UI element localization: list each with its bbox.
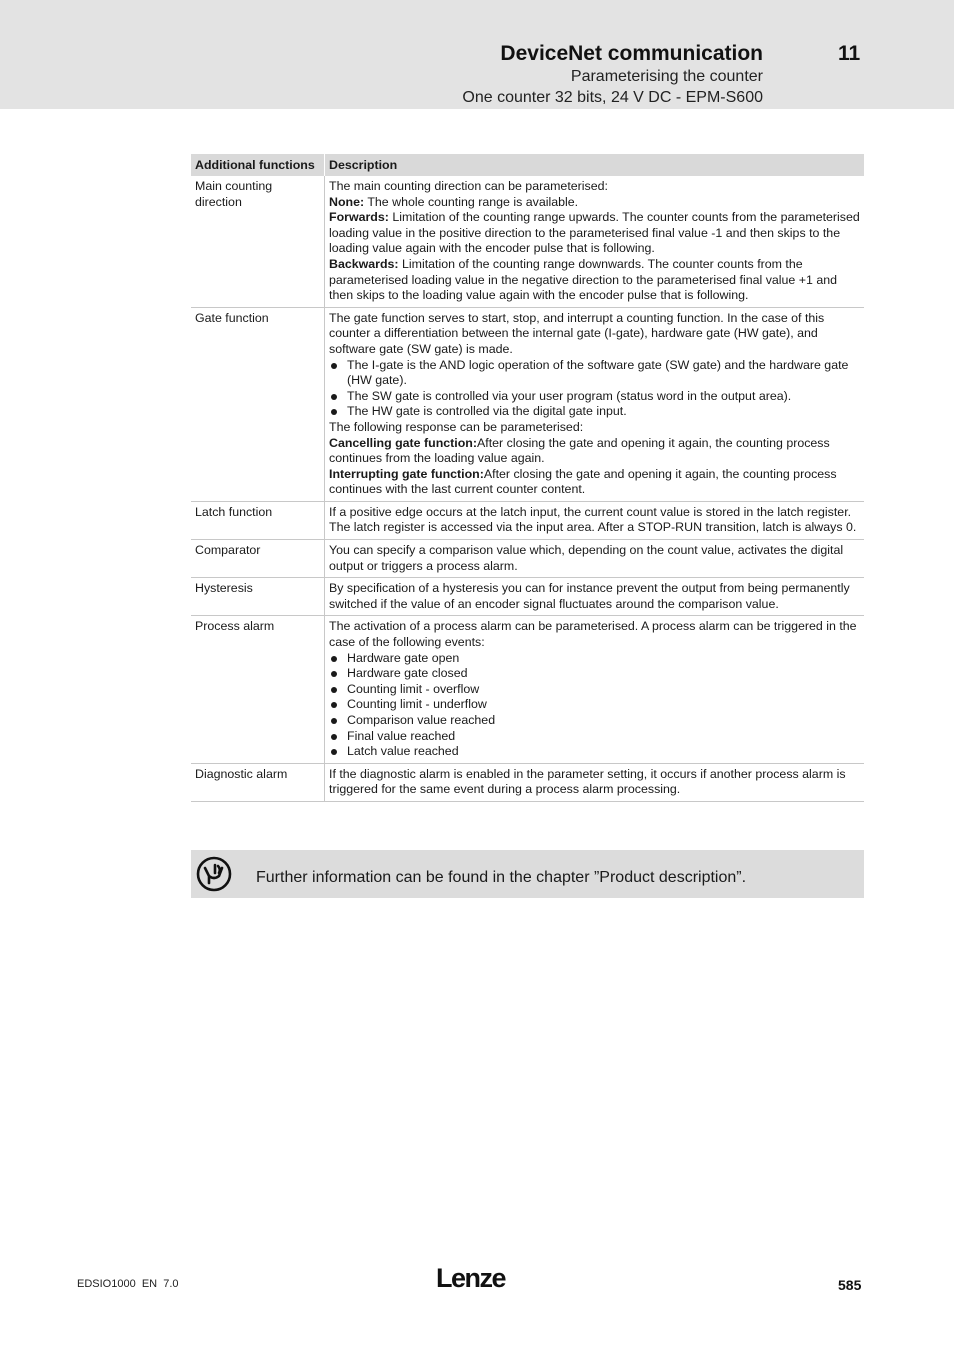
line-text: By specification of a hysteresis you can for instance prevent the output from being permanently switched if the value of an encoder signal fluctuates around the comparison value. — [329, 581, 850, 611]
line-text: The following response can be parameterised: — [329, 419, 584, 434]
bullet-dot-icon — [329, 744, 347, 760]
note-text: Further information can be found in the chapter ”Product description”. — [256, 869, 747, 886]
description-line — [329, 543, 860, 574]
bullet-dot-icon — [329, 666, 347, 682]
option-label: Interrupting gate function: — [329, 466, 484, 481]
function-name: Main counting direction — [191, 176, 325, 307]
bullet-item — [329, 651, 860, 667]
function-description — [325, 501, 865, 539]
line-text: The gate function serves to start, stop, and interrupt a counting function. In the case of this counter a differentiation between the internal gate (I-gate), hardware gate (HW gate), and software gate (SW gate) is made. — [329, 310, 825, 356]
bullet-text: Latch value reached — [347, 744, 459, 759]
description-line — [329, 619, 860, 650]
option-label: Backwards: — [329, 256, 399, 271]
line-text: Limitation of the counting range upwards. The counter counts from the parameterised loading value in the positive direction to the parameterised final value -1 and then skips to the loading value again with the encoder pulse that is following. — [329, 210, 860, 256]
table-body — [191, 176, 864, 801]
column-header-functions: Additional functions — [191, 154, 325, 176]
column-header-description: Description — [325, 154, 865, 176]
table-row — [191, 616, 864, 763]
table-row — [191, 176, 864, 307]
description-line — [329, 420, 860, 436]
bullet-text: The I-gate is the AND logic operation of the software gate (SW gate) and the hardware gate (HW gate). — [347, 357, 849, 388]
page-title: DeviceNet communication — [500, 42, 763, 65]
bullet-dot-icon — [329, 697, 347, 713]
table-row — [191, 501, 864, 539]
bullet-text: Hardware gate closed — [347, 666, 468, 681]
bullet-dot-icon — [329, 389, 347, 405]
bullet-text: Final value reached — [347, 728, 456, 743]
bullet-text: Counting limit - underflow — [347, 697, 487, 712]
description-line — [329, 210, 860, 257]
document-id: EDSIO1000 EN 7.0 — [77, 1278, 179, 1290]
bullet-item — [329, 729, 860, 745]
table-header-row — [191, 154, 864, 176]
option-label: Cancelling gate function: — [329, 435, 478, 450]
option-label: Forwards: — [329, 210, 389, 225]
bullet-dot-icon — [329, 713, 347, 729]
line-text: The whole counting range is available. — [364, 194, 579, 209]
function-description — [325, 307, 865, 501]
table-row — [191, 578, 864, 616]
description-line — [329, 505, 860, 536]
line-text: If a positive edge occurs at the latch input, the current count value is stored in the latch register. The latch register is accessed via the input area. After a STOP-RUN transition, latch is always 0. — [329, 504, 857, 535]
page-subtitle-2: One counter 32 bits, 24 V DC - EPM-S600 — [462, 89, 763, 106]
bullet-text: Counting limit - overflow — [347, 681, 480, 696]
line-text: The main counting direction can be parameterised: — [329, 179, 608, 193]
bullet-text: Comparison value reached — [347, 713, 496, 727]
bullet-item — [329, 358, 860, 389]
page-subtitle: Parameterising the counter — [570, 68, 763, 85]
bullet-dot-icon — [329, 729, 347, 745]
description-line — [329, 581, 860, 612]
description-line — [329, 195, 860, 211]
description-line — [329, 311, 860, 358]
lenze-logo: Lenze — [436, 1263, 506, 1293]
additional-functions-table — [191, 154, 864, 802]
bullet-dot-icon — [329, 404, 347, 420]
function-name: Hysteresis — [191, 578, 325, 616]
bullet-dot-icon — [329, 358, 347, 389]
description-line — [329, 257, 860, 304]
bullet-item — [329, 744, 860, 760]
bullet-dot-icon — [329, 651, 347, 667]
line-text: The activation of a process alarm can be parameterised. A process alarm can be triggered in the case of the following events: — [329, 619, 857, 650]
function-name: Diagnostic alarm — [191, 763, 325, 801]
description-line — [329, 767, 860, 798]
function-description — [325, 763, 865, 801]
table-row — [191, 307, 864, 501]
table-row — [191, 763, 864, 801]
description-line — [329, 467, 860, 498]
bullet-dot-icon — [329, 682, 347, 698]
function-name: Latch function — [191, 501, 325, 539]
chapter-number: 11 — [838, 42, 861, 65]
bullet-item — [329, 713, 860, 729]
bullet-text: The SW gate is controlled via your user program (status word in the output area). — [347, 388, 792, 403]
line-text: Limitation of the counting range downwards. The counter counts from the parameterised loading value in the negative direction to the parameterised final value +1 and then skips to the loading value again with the encoder pulse that is following. — [329, 256, 837, 303]
line-text: You can specify a comparison value which, depending on the count value, activates the digital output or triggers a process alarm. — [329, 543, 844, 573]
table-row — [191, 540, 864, 578]
line-text: If the diagnostic alarm is enabled in the parameter setting, it occurs if another process alarm is triggered for the same event during a process alarm processing. — [329, 766, 846, 797]
function-description — [325, 578, 865, 616]
function-name: Comparator — [191, 540, 325, 578]
option-label: None: — [329, 194, 365, 209]
bullet-item — [329, 682, 860, 698]
function-name: Process alarm — [191, 616, 325, 763]
function-description — [325, 176, 865, 307]
bullet-text: The HW gate is controlled via the digital gate input. — [347, 404, 627, 419]
note-box — [191, 850, 864, 898]
function-description — [325, 540, 865, 578]
line-text: After closing the gate and opening it again, the counting process continues from the loading value again. — [329, 435, 830, 466]
bullet-item — [329, 666, 860, 682]
line-text: After closing the gate and opening it again, the counting process continues with the last current counter content. — [329, 466, 837, 497]
function-name: Gate function — [191, 307, 325, 501]
function-description — [325, 616, 865, 763]
bullet-item — [329, 697, 860, 713]
tip-hand-icon — [196, 856, 232, 892]
bullet-item — [329, 404, 860, 420]
bullet-item — [329, 389, 860, 405]
page-number: 585 — [838, 1277, 862, 1293]
bullet-text: Hardware gate open — [347, 650, 460, 665]
description-line — [329, 436, 860, 467]
description-line — [329, 179, 860, 195]
